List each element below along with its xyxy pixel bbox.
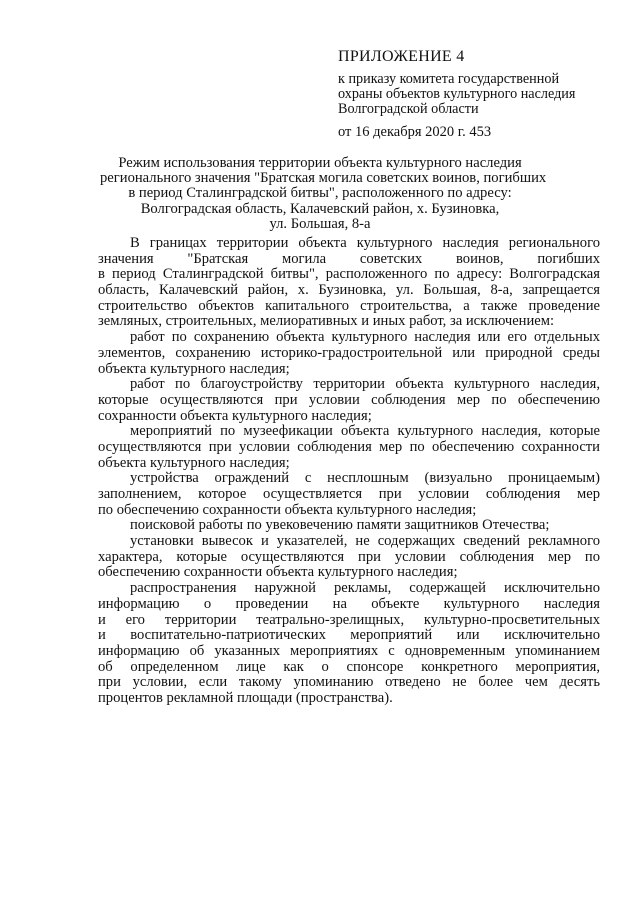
body-line: объекта культурного наследия;	[98, 454, 290, 471]
body-line: которые осуществляются при условии соблюдения мер по обеспечению	[98, 391, 600, 408]
body-line: по обеспечению сохранности объекта культурного наследия;	[98, 501, 477, 518]
body-line: и его территории театрально-зрелищных, культурно-просветительных	[98, 611, 600, 628]
body-line: область, Калачевский район, х. Бузиновка, ул. Большая, 8-а, запрещается	[98, 282, 600, 299]
body-line: об определенном лице как о спонсоре конкретного мероприятия,	[98, 658, 600, 675]
heading-line: Режим использования территории объекта культурного наследия	[118, 155, 522, 171]
body-line: работ по благоустройству территории объекта культурного наследия,	[130, 376, 600, 393]
body-line: мероприятий по музеефикации объекта культурного наследия, которые	[130, 423, 600, 440]
body-line: элементов, сохранению историко-градостроительной или природной среды	[98, 344, 600, 361]
body-line: установки вывесок и указателей, не содержащих сведений рекламного	[130, 533, 600, 550]
order-line: охраны объектов культурного наследия	[338, 86, 576, 102]
heading-line: регионального значения "Братская могила советских воинов, погибших	[100, 170, 547, 187]
body-line: объекта культурного наследия;	[98, 360, 290, 377]
body-line: значения "Братская могила советских воинов, погибших	[98, 250, 600, 267]
body-line: В границах территории объекта культурного наследия регионального	[130, 235, 600, 251]
body-line: земляных, строительных, мелиоративных и иных работ, за исключением:	[98, 313, 555, 330]
document-heading	[100, 155, 547, 232]
body-line: поисковой работы по увековечению памяти защитников Отечества;	[130, 517, 550, 534]
body-line: информацию о проведении на объекте культурного наследия	[98, 595, 600, 612]
body-line: в период Сталинградской битвы", расположенного по адресу: Волгоградская	[98, 266, 600, 283]
appendix-date: от 16 декабря 2020 г. 453	[338, 124, 492, 140]
body-line: строительство объектов капитального строительства, а также проведение	[98, 297, 600, 314]
heading-line: в период Сталинградской битвы", расположенного по адресу:	[128, 185, 512, 202]
body-line: устройства ограждений с несплошным (визуально проницаемым)	[130, 470, 600, 487]
order-line: к приказу комитета государственной	[338, 71, 560, 87]
appendix-order-reference	[338, 72, 618, 117]
body-line: распространения наружной рекламы, содержащей исключительно	[130, 580, 600, 597]
body-line: информацию об указанных мероприятиях с одновременным упоминанием	[98, 642, 600, 659]
document-body	[98, 236, 600, 707]
body-line: работ по сохранению объекта культурного наследия или его отдельных	[130, 329, 600, 346]
body-line: при условии, если такому упоминанию отведено не более чем десять	[98, 674, 600, 691]
body-line: и воспитательно-патриотических мероприятий или исключительно	[98, 627, 600, 644]
appendix-title: ПРИЛОЖЕНИЕ 4	[338, 48, 465, 65]
heading-line: ул. Большая, 8-а	[269, 215, 371, 232]
heading-line: Волгоградская область, Калачевский район, х. Бузиновка,	[140, 200, 500, 217]
body-line: заполнением, которое осуществляется при условии соблюдения мер	[98, 486, 600, 502]
body-line: сохранности объекта культурного наследия;	[98, 407, 372, 424]
body-line: обеспечению сохранности объекта культурного наследия;	[98, 564, 458, 581]
body-line: характера, которые осуществляются при условии соблюдения мер по	[98, 548, 600, 565]
body-line: процентов рекламной площади (пространства).	[98, 689, 393, 706]
order-line: Волгоградской области	[338, 101, 479, 117]
body-line: осуществляются при условии соблюдения мер по обеспечению сохранности	[98, 438, 600, 455]
